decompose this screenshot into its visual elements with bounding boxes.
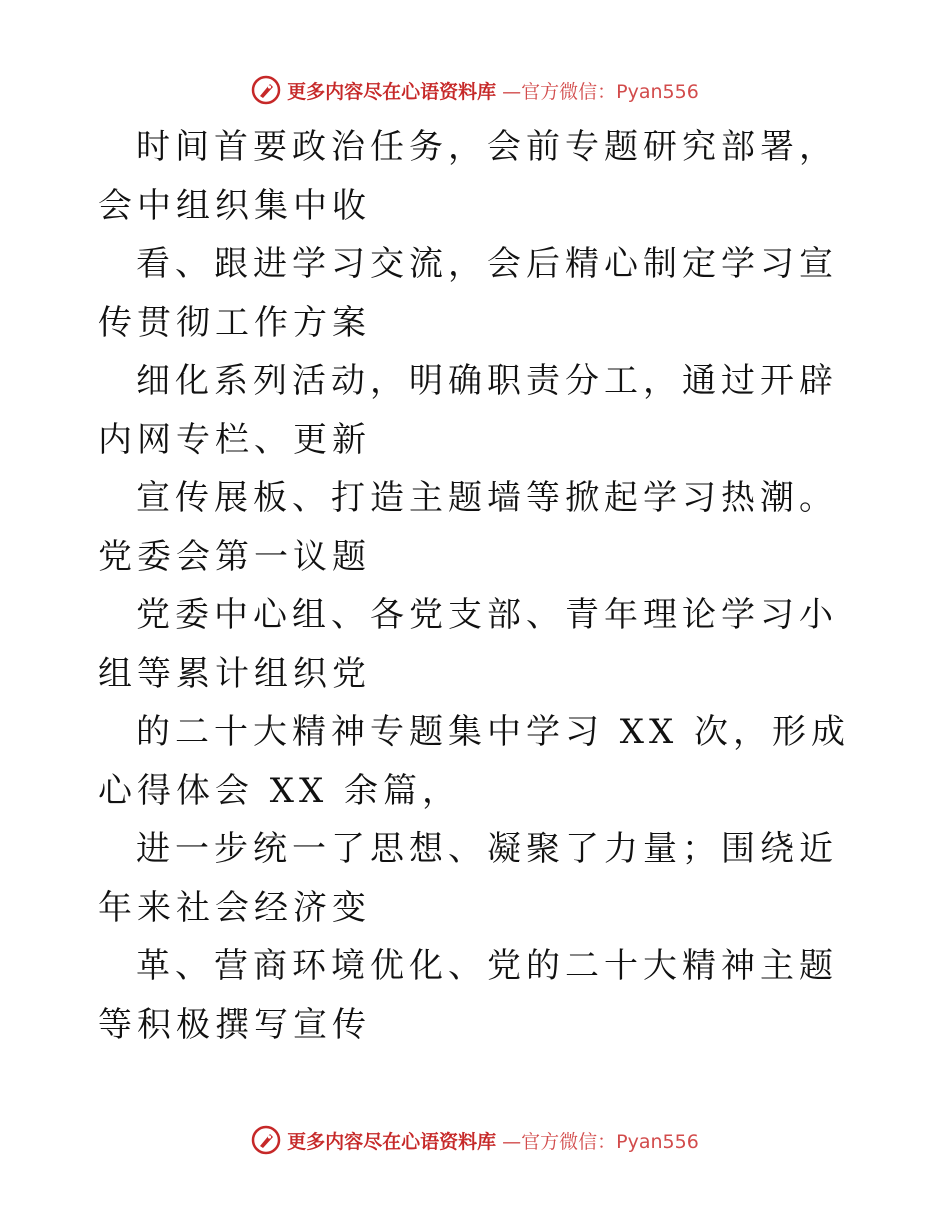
- header-site-text: 更多内容尽在心语资料库: [287, 80, 497, 103]
- paragraph: 党委中心组、各党支部、青年理论学习小组等累计组织党: [98, 595, 838, 694]
- paragraph: 进一步统一了思想、凝聚了力量；围绕近年来社会经济变: [98, 829, 838, 928]
- pen-nib-logo-icon: [251, 1125, 281, 1155]
- header-watermark: [0, 70, 950, 110]
- pen-nib-logo-icon: [251, 75, 281, 105]
- footer-watermark: [0, 1120, 950, 1160]
- paragraph: 宣传展板、打造主题墙等掀起学习热潮。党委会第一议题: [98, 478, 838, 577]
- paragraph: 细化系列活动，明确职责分工，通过开辟内网专栏、更新: [98, 361, 838, 460]
- footer-site-text: 更多内容尽在心语资料库: [287, 1130, 497, 1153]
- footer-wechat-text: —官方微信：Pyan556: [502, 1130, 699, 1153]
- paragraph: 看、跟进学习交流，会后精心制定学习宣传贯彻工作方案: [98, 244, 838, 343]
- header-wechat-text: —官方微信：Pyan556: [502, 80, 699, 103]
- header-banner: [251, 75, 699, 105]
- paragraph: 革、营商环境优化、党的二十大精神主题等积极撰写宣传: [98, 946, 838, 1045]
- paragraph: 的二十大精神专题集中学习 XX 次，形成心得体会 XX 余篇，: [98, 712, 851, 811]
- document-body: [98, 118, 858, 1054]
- paragraph: 时间首要政治任务，会前专题研究部署，会中组织集中收: [98, 127, 838, 226]
- footer-banner: [251, 1125, 699, 1155]
